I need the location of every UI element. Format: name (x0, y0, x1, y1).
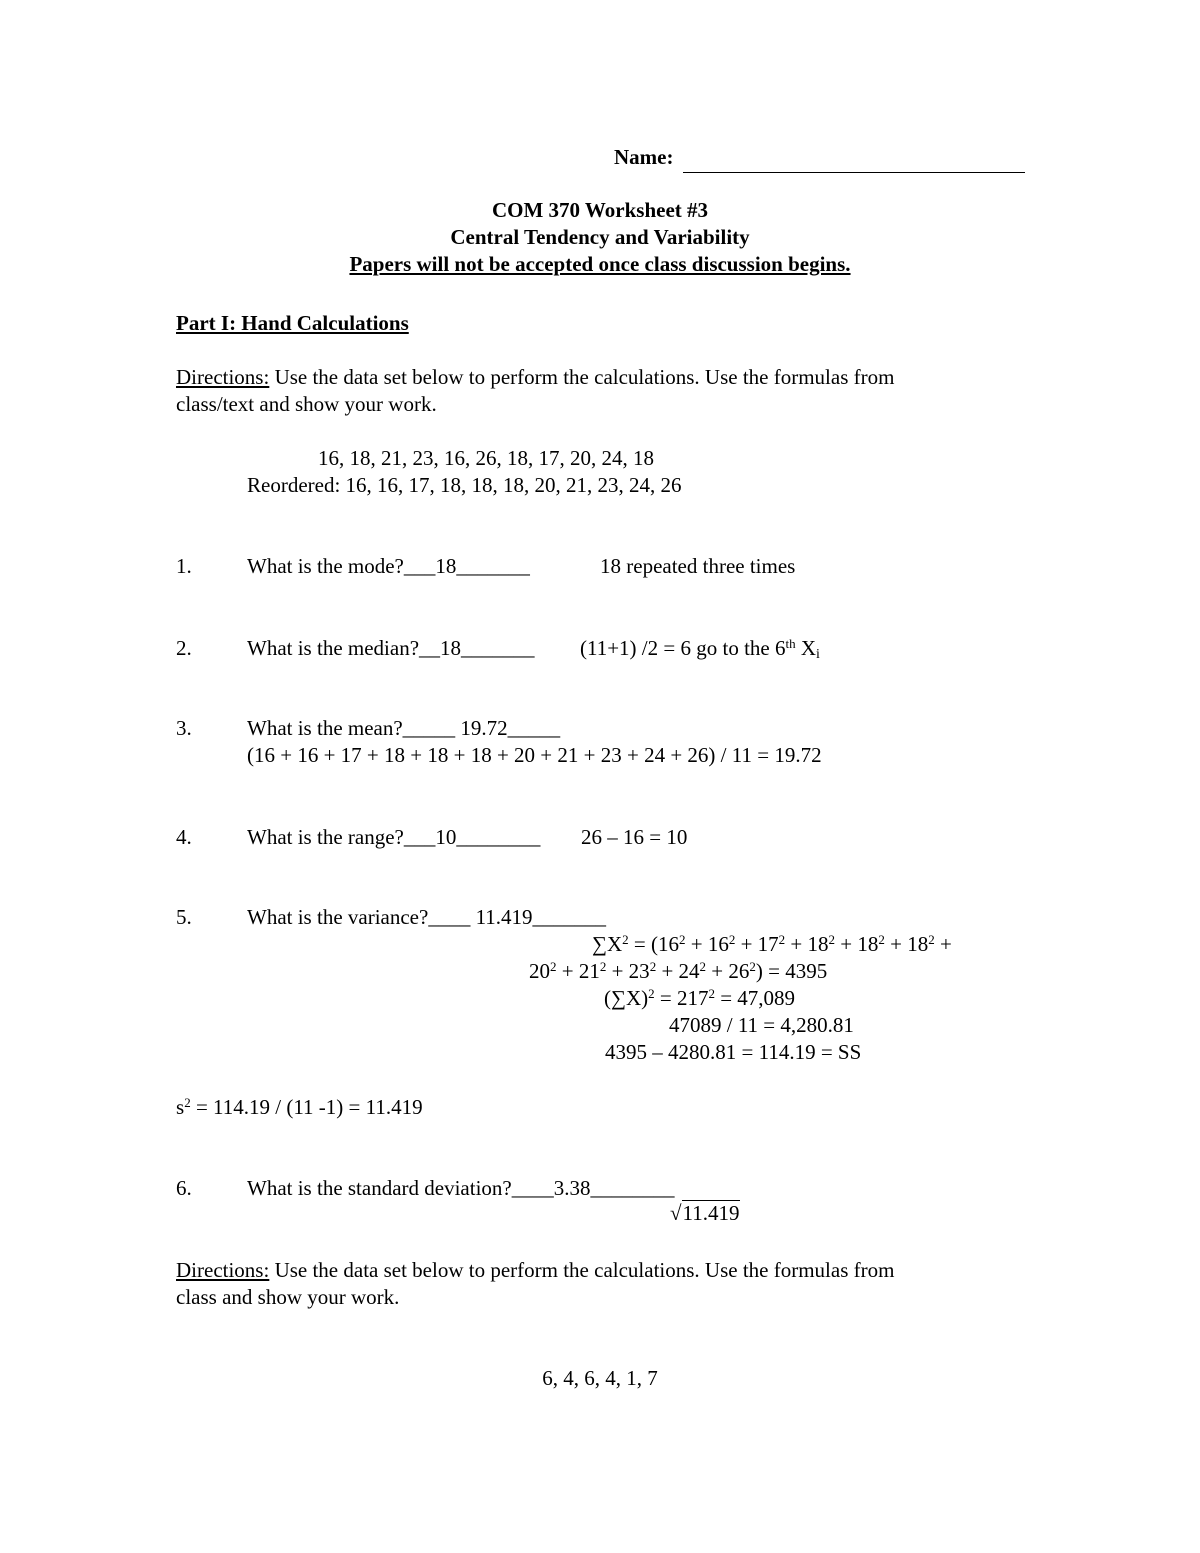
sd-work (670, 1203, 740, 1224)
data-set-reordered: Reordered: 16, 16, 17, 18, 18, 18, 20, 21, 23, 24, 26 (247, 473, 682, 497)
term: + 23 (606, 959, 650, 983)
exp: 2 (599, 959, 607, 974)
median-work-text: (11+1) /2 = 6 go to the 6 (580, 636, 786, 660)
variance-sum-squares-line2 (529, 961, 827, 982)
term: = 114.19 / (11 -1) = 11.419 (190, 1095, 423, 1119)
mode-work: 18 repeated three times (600, 554, 796, 578)
question-number: 3. (176, 716, 192, 740)
directions-text: Use the data set below to perform the calculations. Use the formulas from (269, 365, 895, 389)
exp: 2 (878, 932, 885, 947)
question-number: 2. (176, 636, 192, 660)
question-range: What is the range?___10________ (247, 825, 541, 849)
part2-directions-line2: class and show your work. (176, 1285, 400, 1309)
exp: 2 (828, 932, 836, 947)
term: + 16 (685, 932, 729, 956)
exp: 2 (649, 959, 657, 974)
variance-result (176, 1097, 423, 1118)
s-symbol: s (176, 1095, 185, 1119)
exp: 2 (184, 1095, 191, 1110)
question-mean: What is the mean?_____ 19.72_____ (247, 716, 561, 740)
median-work (580, 636, 820, 662)
exp: 2 (678, 932, 686, 947)
variance-division: 47089 / 11 = 4,280.81 (669, 1013, 854, 1037)
median-work-sub: i (816, 647, 820, 662)
term: + 21 (556, 959, 600, 983)
worksheet-title: COM 370 Worksheet #3 (491, 198, 709, 222)
variance-sum-squared (604, 988, 795, 1009)
term: 20 (529, 959, 550, 983)
median-work-x: X (795, 636, 817, 660)
term: + 18 (835, 932, 879, 956)
question-mode: What is the mode?___18_______ (247, 554, 530, 578)
data-set-2: 6, 4, 6, 4, 1, 7 (542, 1366, 658, 1390)
exp: 2 (699, 959, 707, 974)
part1-heading: Part I: Hand Calculations (176, 311, 409, 335)
exp: 2 (622, 932, 629, 947)
worksheet-notice: Papers will not be accepted once class discussion begins. (349, 252, 851, 276)
term: + 18 (884, 932, 929, 956)
sqrt-icon: √ (670, 1201, 682, 1225)
question-standard-deviation: What is the standard deviation?____3.38________ (247, 1176, 675, 1200)
exp: 2 (728, 932, 736, 947)
sqrt-radicand: 11.419 (682, 1201, 740, 1225)
sum-symbol: (∑X) (604, 986, 649, 1010)
name-label: Name: (614, 145, 674, 169)
sum-sq-symbol: ∑X (592, 932, 623, 956)
term: = 217 (654, 986, 709, 1010)
variance-ss: 4395 – 4280.81 = 114.19 = SS (605, 1040, 862, 1064)
term: + 24 (656, 959, 700, 983)
part1-directions (176, 367, 894, 388)
exp: 2 (708, 986, 715, 1001)
term: ) = 4395 (755, 959, 828, 983)
term: + 18 (785, 932, 829, 956)
part2-directions (176, 1260, 894, 1281)
question-median: What is the median?__18_______ (247, 636, 535, 660)
question-variance: What is the variance?____ 11.419_______ (247, 905, 607, 929)
mean-work: (16 + 16 + 17 + 18 + 18 + 18 + 20 + 21 + 23 + 24 + 26) / 11 = 19.72 (247, 743, 822, 767)
question-number: 4. (176, 825, 192, 849)
median-work-sup: th (785, 636, 796, 651)
term: + 26 (706, 959, 750, 983)
range-work: 26 – 16 = 10 (581, 825, 688, 849)
question-number: 5. (176, 905, 192, 929)
question-number: 6. (176, 1176, 192, 1200)
exp: 2 (648, 986, 655, 1001)
term: + 17 (735, 932, 779, 956)
part1-directions-line2: class/text and show your work. (176, 392, 437, 416)
worksheet-subtitle: Central Tendency and Variability (450, 225, 750, 249)
directions-label: Directions: (176, 1258, 270, 1282)
data-set: 16, 18, 21, 23, 16, 26, 18, 17, 20, 24, 18 (318, 446, 654, 470)
exp: 2 (749, 959, 756, 974)
term: = (16 (628, 932, 679, 956)
term: + (934, 932, 952, 956)
exp: 2 (778, 932, 786, 947)
name-field-line[interactable] (683, 172, 1025, 173)
directions-label: Directions: (176, 365, 270, 389)
exp: 2 (550, 959, 557, 974)
exp: 2 (928, 932, 935, 947)
directions-text: Use the data set below to perform the calculations. Use the formulas from (269, 1258, 895, 1282)
term: = 47,089 (714, 986, 796, 1010)
question-number: 1. (176, 554, 192, 578)
variance-sum-squares (592, 934, 952, 955)
